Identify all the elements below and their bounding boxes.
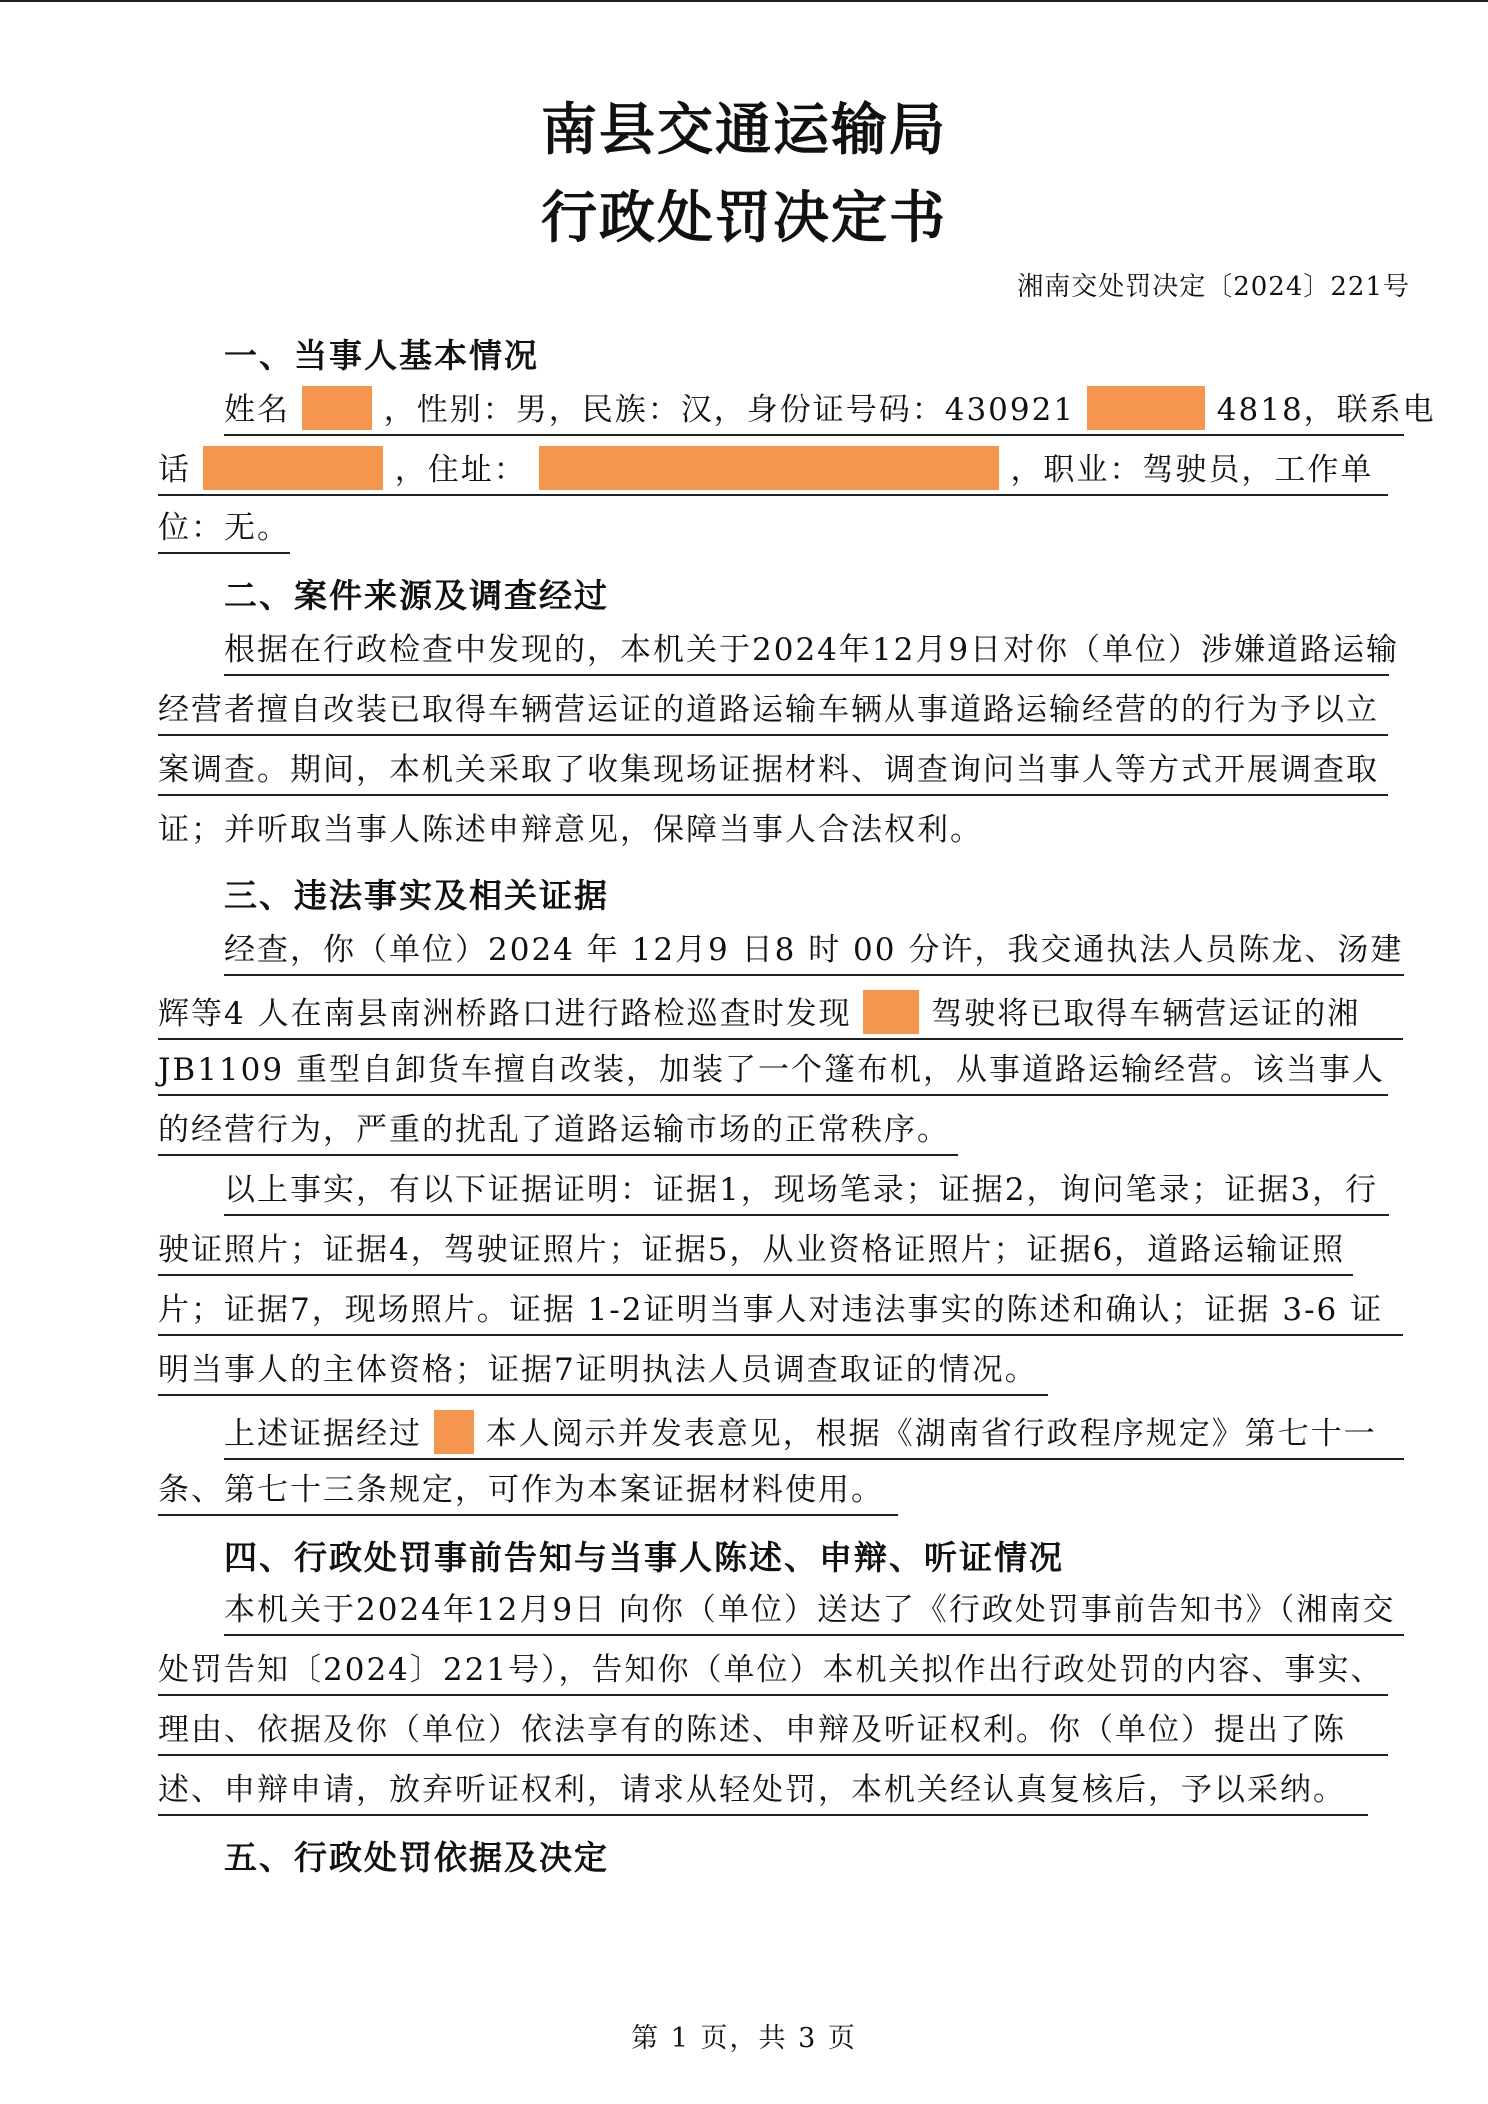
text: ，职业：驾驶员，工作单 bbox=[1010, 452, 1374, 488]
document-number: 湘南交处罚决定〔2024〕221号 bbox=[1017, 272, 1410, 302]
section-1-heading: 一、当事人基本情况 bbox=[224, 336, 539, 375]
text: 话 bbox=[158, 452, 191, 488]
text: 本人阅示并发表意见，根据《湖南省行政程序规定》第七十一 bbox=[485, 1416, 1377, 1452]
text: ，住址： bbox=[394, 452, 527, 488]
text: 辉等4 人在南县南洲桥路口进行路检巡查时发现 bbox=[158, 996, 852, 1032]
s3-line-8: 明当事人的主体资格；证据7证明执法人员调查取证的情况。 bbox=[158, 1350, 1048, 1396]
section-3-heading: 三、违法事实及相关证据 bbox=[224, 876, 609, 915]
redaction-mask bbox=[302, 386, 372, 430]
redaction-mask bbox=[863, 990, 919, 1034]
s3-line-7: 片；证据7，现场照片。证据 1-2证明当事人对违法事实的陈述和确认；证据 3-6 证 bbox=[158, 1290, 1403, 1336]
text: 驾驶将已取得车辆营运证的湘 bbox=[931, 996, 1361, 1032]
s4-line-1: 本机关于2024年12月9日 向你（单位）送达了《行政处罚事前告知书》（湘南交 bbox=[224, 1590, 1404, 1636]
top-border bbox=[0, 0, 1488, 2]
s3-line-4: 的经营行为，严重的扰乱了道路运输市场的正常秩序。 bbox=[158, 1110, 958, 1156]
s3-line-3: JB1109 重型自卸货车擅自改装，加装了一个篷布机，从事道路运输经营。该当事人 bbox=[158, 1050, 1388, 1096]
s1-line-1 bbox=[224, 386, 1436, 436]
s4-line-4: 述、申辩申请，放弃听证权利，请求从轻处罚，本机关经认真复核后，予以采纳。 bbox=[158, 1770, 1368, 1816]
section-5-heading: 五、行政处罚依据及决定 bbox=[224, 1838, 609, 1877]
s2-line-4: 证；并听取当事人陈述申辩意见，保障当事人合法权利。 bbox=[158, 812, 983, 848]
s2-line-1: 根据在行政检查中发现的，本机关于2024年12月9日对你（单位）涉嫌道路运输 bbox=[224, 630, 1389, 676]
document-title-issuer: 南县交通运输局 bbox=[541, 98, 947, 163]
redaction-mask bbox=[1087, 386, 1205, 430]
s1-line-2 bbox=[158, 446, 1388, 496]
text: 上述证据经过 bbox=[224, 1416, 422, 1452]
redaction-mask bbox=[539, 446, 999, 490]
redaction-mask bbox=[203, 446, 383, 490]
text: 4818，联系电 bbox=[1216, 392, 1436, 428]
redaction-mask bbox=[434, 1410, 474, 1454]
text: ，性别：男，民族：汉，身份证号码：430921 bbox=[383, 392, 1076, 428]
page-footer: 第 1 页，共 3 页 bbox=[631, 2023, 857, 2054]
s3-line-2 bbox=[158, 990, 1403, 1040]
s2-line-2: 经营者擅自改装已取得车辆营运证的道路运输车辆从事道路运输经营的的行为予以立 bbox=[158, 690, 1388, 736]
s3-line-10: 条、第七十三条规定，可作为本案证据材料使用。 bbox=[158, 1470, 898, 1516]
text: 姓名 bbox=[224, 392, 290, 428]
s4-line-2: 处罚告知〔2024〕221号），告知你（单位）本机关拟作出行政处罚的内容、事实、 bbox=[158, 1650, 1388, 1696]
s1-line-3: 位：无。 bbox=[158, 508, 290, 554]
section-4-heading: 四、行政处罚事前告知与当事人陈述、申辩、听证情况 bbox=[224, 1538, 1064, 1577]
s4-line-3: 理由、依据及你（单位）依法享有的陈述、申辩及听证权利。你（单位）提出了陈 bbox=[158, 1710, 1388, 1756]
s3-line-6: 驶证照片；证据4，驾驶证照片；证据5，从业资格证照片；证据6，道路运输证照 bbox=[158, 1230, 1353, 1276]
document-title: 行政处罚决定书 bbox=[541, 186, 947, 251]
s3-line-5: 以上事实，有以下证据证明：证据1，现场笔录；证据2，询问笔录；证据3，行 bbox=[224, 1170, 1389, 1216]
s3-line-9 bbox=[224, 1410, 1404, 1460]
s2-line-3: 案调查。期间，本机关采取了收集现场证据材料、调查询问当事人等方式开展调查取 bbox=[158, 750, 1388, 796]
s3-line-1: 经查，你（单位）2024 年 12月9 日8 时 00 分许，我交通执法人员陈龙、汤建 bbox=[224, 930, 1404, 976]
section-2-heading: 二、案件来源及调查经过 bbox=[224, 576, 609, 615]
